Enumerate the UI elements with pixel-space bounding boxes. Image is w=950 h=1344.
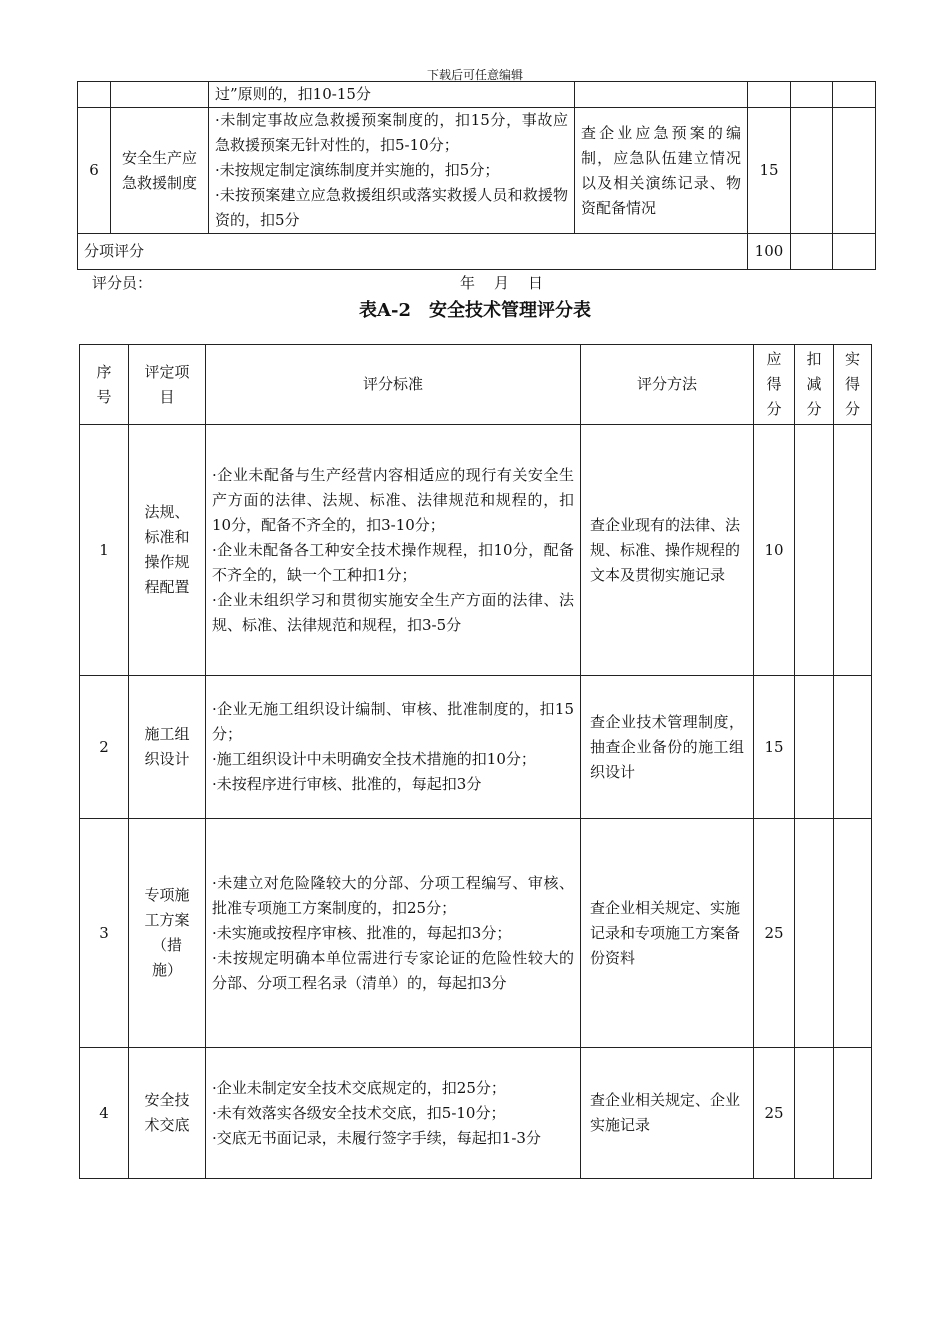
header-deduct: 扣减分 xyxy=(795,345,834,425)
row-number: 6 xyxy=(78,108,111,234)
row-method: 查企业技术管理制度，抽查企业备份的施工组织设计 xyxy=(581,676,754,819)
row-score: 10 xyxy=(754,425,795,676)
row-number: 2 xyxy=(80,676,129,819)
table-row xyxy=(78,108,876,234)
main-table xyxy=(79,344,872,1179)
row-method: 查企业现有的法律、法规、标准、操作规程的文本及贯彻实施记录 xyxy=(581,425,754,676)
row-item: 安全生产应急救援制度 xyxy=(111,108,209,234)
row-item: 法规、标准和操作规程配置 xyxy=(129,425,206,676)
continuation-text: 过”原则的，扣10-15分 xyxy=(209,82,575,108)
header-criteria: 评分标准 xyxy=(206,345,581,425)
row-number: 1 xyxy=(80,425,129,676)
row-item: 专项施工方案（措施） xyxy=(129,819,206,1048)
row-score: 25 xyxy=(754,819,795,1048)
header-due: 应得分 xyxy=(754,345,795,425)
row-score: 15 xyxy=(754,676,795,819)
criteria-line: ·未按程序进行审核、批准的，每起扣3分 xyxy=(212,775,482,793)
row-number: 4 xyxy=(80,1048,129,1179)
criteria-line: ·未建立对危险隆较大的分部、分项工程编写、审核、批准专项施工方案制度的，扣25分； xyxy=(212,873,574,917)
row-method: 查企业应急预案的编制，应急队伍建立情况以及相关演练记录、物资配备情况 xyxy=(575,108,748,234)
header-item: 评定项目 xyxy=(129,345,206,425)
subtotal-label: 分项评分 xyxy=(78,234,748,270)
criteria-line: ·企业未制定安全技术交底规定的，扣25分； xyxy=(212,1078,506,1097)
criteria-line: ·企业未组织学习和贯彻实施安全生产方面的法律、法规、标准、法律规范和规程，扣3-5分 xyxy=(212,590,574,634)
header-note: 下载后可任意编辑 xyxy=(426,68,523,82)
table-row xyxy=(78,82,876,108)
scorer-label: 评分员： xyxy=(92,274,153,292)
table-header-row xyxy=(80,345,872,425)
table-row xyxy=(80,1048,872,1179)
table-row xyxy=(80,676,872,819)
row-criteria xyxy=(209,108,575,234)
criteria-line: ·交底无书面记录，未履行签字手续，每起扣1-3分 xyxy=(212,1128,541,1147)
row-item: 安全技术交底 xyxy=(129,1048,206,1179)
row-criteria xyxy=(206,1048,581,1179)
top-table xyxy=(77,81,876,270)
subtotal-score: 100 xyxy=(748,234,791,270)
criteria-line: ·企业未配备与生产经营内容相适应的现行有关安全生产方面的法律、法规、标准、法律规范和规程的，扣10分，配备不齐全的，扣3-10分； xyxy=(212,465,574,534)
row-number: 3 xyxy=(80,819,129,1048)
date-label: 年 月 日 xyxy=(460,274,546,292)
criteria-line: ·施工组织设计中未明确安全技术措施的扣10分； xyxy=(212,750,536,768)
row-criteria xyxy=(206,676,581,819)
criteria-line: ·未制定事故应急救援预案制度的，扣15分，事故应急救援预案无针对性的，扣5-10分； xyxy=(215,111,568,154)
criteria-line: ·未实施或按程序审核、批准的，每起扣3分； xyxy=(212,923,512,942)
header-method: 评分方法 xyxy=(581,345,754,425)
table-row xyxy=(78,234,876,270)
row-item: 施工组织设计 xyxy=(129,676,206,819)
row-criteria xyxy=(206,819,581,1048)
criteria-line: ·未有效落实各级安全技术交底，扣5-10分； xyxy=(212,1103,506,1122)
criteria-line: ·企业未配备各工种安全技术操作规程，扣10分，配备不齐全的，缺一个工种扣1分； xyxy=(212,540,574,584)
row-method: 查企业相关规定、实施记录和专项施工方案备份资料 xyxy=(581,819,754,1048)
criteria-line: ·未按预案建立应急救援组织或落实救援人员和救援物资的，扣5分 xyxy=(215,186,568,229)
row-score: 25 xyxy=(754,1048,795,1179)
header-actual: 实得分 xyxy=(834,345,872,425)
criteria-line: ·未按规定制定演练制度并实施的，扣5分； xyxy=(215,161,500,179)
criteria-line: ·未按规定明确本单位需进行专家论证的危险性较大的分部、分项工程名录（清单）的，每起扣3分 xyxy=(212,948,574,992)
page-title: 表A-2 安全技术管理评分表 xyxy=(359,300,591,321)
criteria-line: ·企业无施工组织设计编制、审核、批准制度的，扣15分； xyxy=(212,700,574,743)
row-method: 查企业相关规定、企业实施记录 xyxy=(581,1048,754,1179)
table-row xyxy=(80,819,872,1048)
row-criteria xyxy=(206,425,581,676)
row-score: 15 xyxy=(748,108,791,234)
header-no: 序号 xyxy=(80,345,129,425)
table-row xyxy=(80,425,872,676)
